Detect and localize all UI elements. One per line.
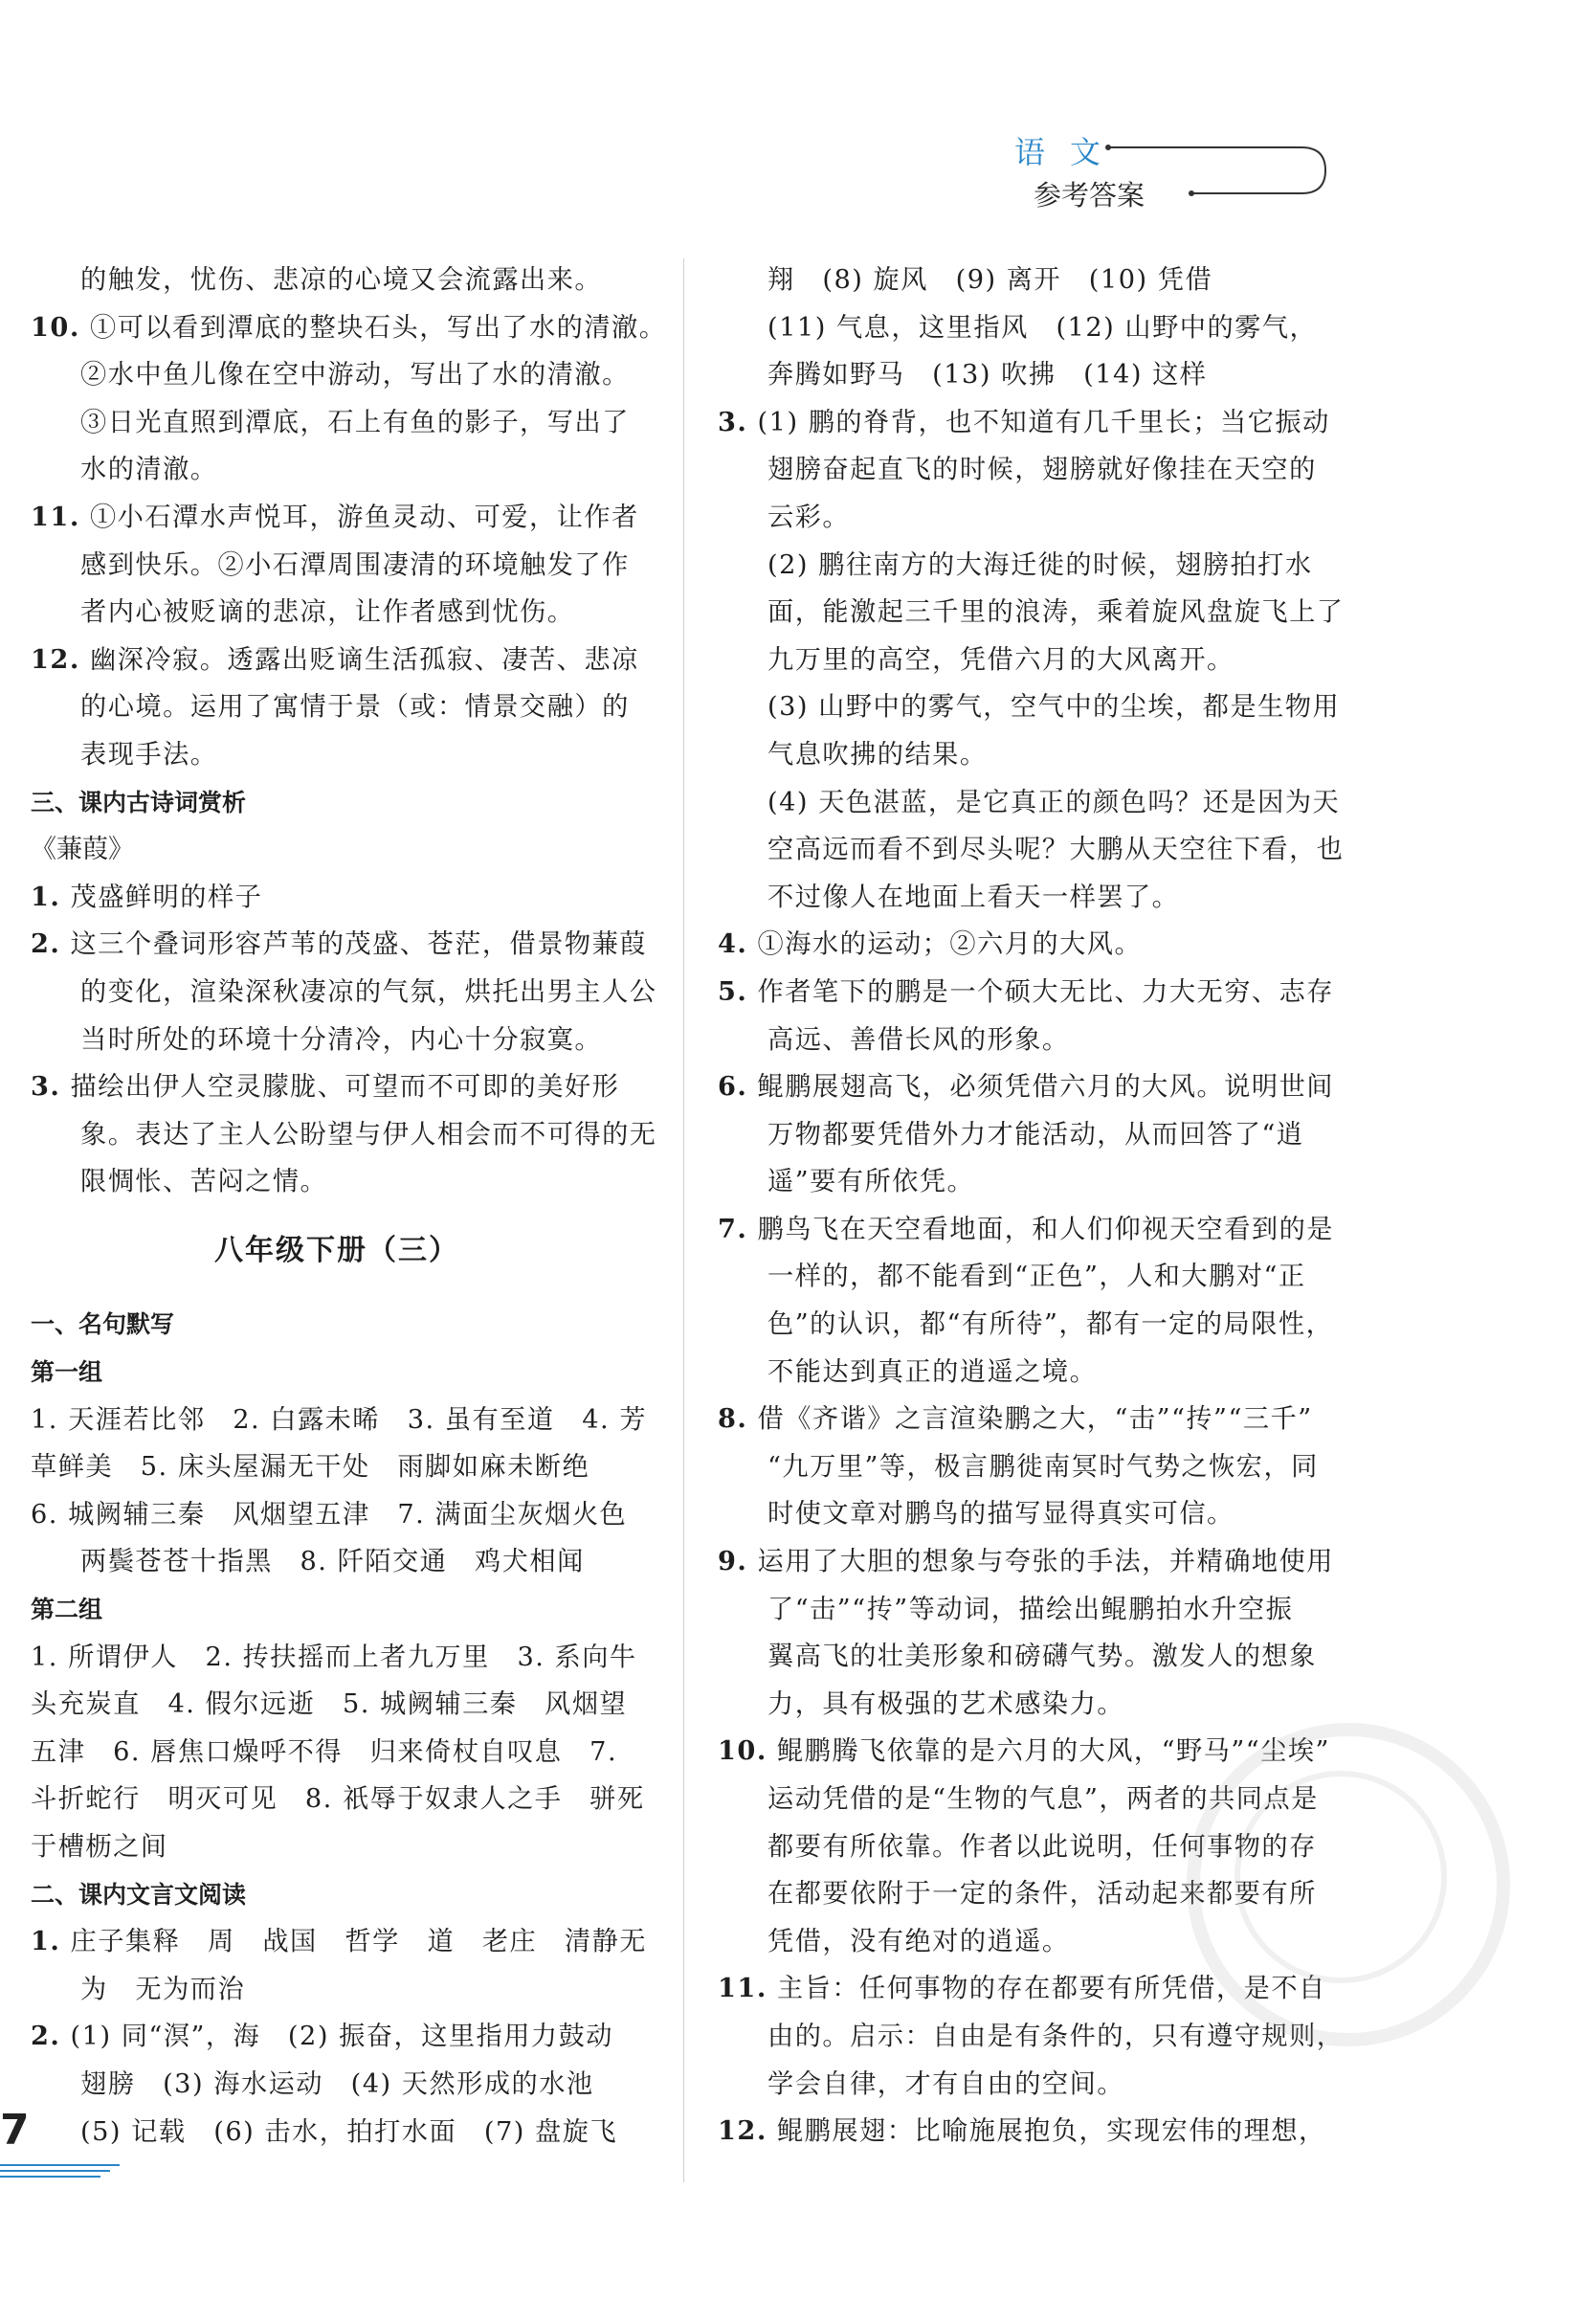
text-line: 云彩。 bbox=[767, 502, 851, 532]
section-heading: 一、名句默写 bbox=[31, 1310, 175, 1339]
item-number: 4. bbox=[718, 928, 748, 960]
group-heading: 第二组 bbox=[31, 1596, 103, 1624]
answer-item bbox=[31, 637, 643, 779]
item-number: 2. bbox=[31, 2021, 61, 2052]
answer-item bbox=[31, 494, 643, 637]
text-line: 奔腾如野马 (13) 吹拂 (14) 这样 bbox=[767, 360, 1208, 391]
text-line: (1) 同“溟”，海 (2) 振奋，这里指用力鼓动 bbox=[70, 2022, 613, 2052]
text-line: ①可以看到潭底的整块石头，写出了水的清澈。 bbox=[89, 312, 667, 343]
item-number: 10. bbox=[31, 311, 80, 343]
text-line: 于槽枥之间 bbox=[31, 1832, 168, 1862]
poem-title: 《蒹葭》 bbox=[31, 835, 134, 865]
item-number: 3. bbox=[718, 406, 748, 437]
group-heading: 第一组 bbox=[31, 1358, 103, 1387]
text-line: 的触发，忧伤、悲凉的心境又会流露出来。 bbox=[80, 265, 603, 295]
answer-item bbox=[31, 2013, 643, 2156]
text-line: 者内心被贬谪的悲凉，让作者感到忧伤。 bbox=[80, 597, 575, 628]
text-line: 描绘出伊人空灵朦胧、可望而不可即的美好形 bbox=[70, 1072, 620, 1103]
item-number: 8. bbox=[718, 1403, 748, 1435]
page-number: 7 bbox=[0, 2106, 30, 2155]
text-line: (4) 天色湛蓝，是它真正的颜色吗？还是因为天 bbox=[767, 787, 1341, 817]
text-line: 鲲鹏展翅高飞，必须凭借六月的大风。说明世间 bbox=[757, 1072, 1334, 1103]
text-line: 万物都要凭借外力才能活动，从而回答了“逍 bbox=[767, 1119, 1304, 1150]
answer-item bbox=[718, 399, 1345, 922]
column-divider bbox=[683, 258, 684, 2182]
text-line: 色”的认识，都“有所待”，都有一定的局限性， bbox=[767, 1309, 1334, 1340]
text-line: 当时所处的环境十分清冷，内心十分寂寞。 bbox=[80, 1024, 603, 1055]
item-number: 1. bbox=[31, 1926, 61, 1957]
text-line: 翼高飞的壮美形象和磅礴气势。激发人的想象 bbox=[767, 1642, 1317, 1672]
text-line: 鹏鸟飞在天空看地面，和人们仰视天空看到的是 bbox=[757, 1214, 1334, 1244]
subject-title: 语文 bbox=[1014, 134, 1126, 170]
text-line: (1) 鹏的脊背，也不知道有几千里长；当它振动 bbox=[757, 407, 1330, 437]
answer-item bbox=[31, 1063, 657, 1206]
text-line: 了“击”“抟”等动词，描绘出鲲鹏拍水升空振 bbox=[767, 1594, 1294, 1624]
answer-item bbox=[31, 1918, 647, 2013]
text-line: 为 无为而治 bbox=[80, 1974, 246, 2004]
text-line: 作者笔下的鹏是一个硕大无比、力大无穷、志存 bbox=[757, 976, 1334, 1007]
text-line: 感到快乐。②小石潭周围凄清的环境触发了作 bbox=[80, 549, 630, 580]
item-number: 2. bbox=[31, 928, 61, 960]
item-number: 11. bbox=[31, 501, 80, 532]
answer-item bbox=[31, 921, 657, 1063]
section-heading: 二、课内文言文阅读 bbox=[31, 1880, 247, 1909]
text-line: 不过像人在地面上看天一样罢了。 bbox=[767, 882, 1180, 912]
section-heading: 三、课内古诗词赏析 bbox=[31, 788, 247, 816]
answer-item bbox=[718, 1538, 1334, 1728]
item-number: 6. bbox=[718, 1071, 748, 1103]
text-line: 草鲜美 5. 床头屋漏无干处 雨脚如麻未断绝 bbox=[31, 1452, 590, 1483]
text-line: 的心境。运用了寓情于景（或：情景交融）的 bbox=[80, 692, 630, 723]
answer-item bbox=[31, 304, 667, 494]
text-line: (2) 鹏往南方的大海迁徙的时候，翅膀拍打水 bbox=[767, 549, 1313, 580]
text-line: 翅膀 (3) 海水运动 (4) 天然形成的水池 bbox=[80, 2068, 594, 2099]
text-line: (3) 山野中的雾气，空气中的尘埃，都是生物用 bbox=[767, 692, 1341, 723]
text-line: 头充炭直 4. 假尔远逝 5. 城阙辅三秦 风烟望 bbox=[31, 1689, 628, 1720]
text-line: 水的清澈。 bbox=[80, 455, 218, 485]
text-line: 限惆怅、苦闷之情。 bbox=[80, 1167, 328, 1197]
text-line: 九万里的高空，凭借六月的大风离开。 bbox=[767, 644, 1234, 675]
text-line: 高远、善借长风的形象。 bbox=[767, 1024, 1070, 1055]
text-line: 气息吹拂的结果。 bbox=[767, 739, 988, 770]
text-line: 不能达到真正的逍遥之境。 bbox=[767, 1356, 1098, 1387]
item-number: 12. bbox=[31, 643, 80, 675]
text-line: 力，具有极强的艺术感染力。 bbox=[767, 1688, 1124, 1719]
text-line: 幽深冷寂。透露出贬谪生活孤寂、凄苦、悲凉 bbox=[89, 644, 639, 675]
text-line: 主旨：任何事物的存在都要有所凭借，是不自 bbox=[776, 1974, 1326, 2004]
text-line: 翔 (8) 旋风 (9) 离开 (10) 凭借 bbox=[767, 265, 1213, 295]
page-header bbox=[995, 124, 1359, 220]
item-number: 9. bbox=[718, 1546, 748, 1577]
item-number: 12. bbox=[718, 2115, 767, 2147]
text-line: (11) 气息，这里指风 (12) 山野中的雾气， bbox=[767, 312, 1318, 343]
text-line: 都要有所依靠。作者以此说明，任何事物的存 bbox=[767, 1831, 1317, 1862]
text-line: 面，能激起三千里的浪涛，乘着旋风盘旋飞上了 bbox=[767, 597, 1345, 628]
text-line: 1. 天涯若比邻 2. 白露未晞 3. 虽有至道 4. 芳 bbox=[31, 1404, 648, 1435]
text-line: 庄子集释 周 战国 哲学 道 老庄 清静无 bbox=[70, 1927, 647, 1957]
text-line: 1. 所谓伊人 2. 抟扶摇而上者九万里 3. 系向牛 bbox=[31, 1642, 637, 1672]
text-line: 鲲鹏腾飞依靠的是六月的大风，“野马”“尘埃” bbox=[776, 1736, 1330, 1767]
text-line: 表现手法。 bbox=[80, 739, 218, 770]
text-line: 的变化，渲染深秋凄凉的气氛，烘托出男主人公 bbox=[80, 976, 657, 1007]
text-line: 凭借，没有绝对的逍遥。 bbox=[767, 1926, 1070, 1956]
item-number: 10. bbox=[718, 1735, 767, 1767]
item-number: 7. bbox=[718, 1213, 748, 1244]
section-title: 八年级下册（三） bbox=[214, 1233, 459, 1267]
item-number: 3. bbox=[31, 1071, 61, 1103]
answer-key-label: 参考答案 bbox=[1034, 179, 1145, 212]
text-line: 一样的，都不能看到“正色”，人和大鹏对“正 bbox=[767, 1262, 1306, 1292]
text-line: 由的。启示：自由是有条件的，只有遵守规则， bbox=[767, 2021, 1345, 2051]
text-line: ①小石潭水声悦耳，游鱼灵动、可爱，让作者 bbox=[89, 502, 639, 532]
text-line: 运用了大胆的想象与夸张的手法，并精确地使用 bbox=[757, 1547, 1334, 1577]
text-line: 空高远而看不到尽头呢？大鹏从天空往下看，也 bbox=[767, 835, 1345, 865]
watermark-seal-inner bbox=[1234, 1771, 1447, 1983]
text-line: (5) 记载 (6) 击水，拍打水面 (7) 盘旋飞 bbox=[80, 2116, 618, 2147]
answer-item bbox=[718, 1063, 1334, 1206]
footer-decoration bbox=[0, 2161, 134, 2180]
text-line: 学会自律，才有自由的空间。 bbox=[767, 2068, 1124, 2099]
text-line: 翅膀奋起直飞的时候，翅膀就好像挂在天空的 bbox=[767, 455, 1317, 485]
text-line: 斗折蛇行 明灭可见 8. 祇辱于奴隶人之手 骈死 bbox=[31, 1784, 645, 1815]
answer-item bbox=[718, 1206, 1334, 1396]
text-line: 运动凭借的是“生物的气息”，两者的共同点是 bbox=[767, 1784, 1319, 1814]
text-line: 在都要依附于一定的条件，活动起来都要有所 bbox=[767, 1879, 1317, 1910]
text-line: 鲲鹏展翅：比喻施展抱负，实现宏伟的理想， bbox=[776, 2116, 1326, 2147]
text-line: 茂盛鲜明的样子 bbox=[70, 882, 263, 912]
text-line: 这三个叠词形容芦苇的茂盛、苍茫，借景物蒹葭 bbox=[70, 929, 647, 960]
text-line: ①海水的运动；②六月的大风。 bbox=[757, 929, 1143, 960]
text-line: 遥”要有所依凭。 bbox=[767, 1167, 975, 1197]
left-column bbox=[31, 257, 667, 2156]
text-line: 借《齐谐》之言渲染鹏之大，“击”“抟”“三千” bbox=[757, 1404, 1313, 1435]
item-number: 1. bbox=[31, 881, 61, 912]
item-number: 5. bbox=[718, 975, 748, 1007]
text-line: ②水中鱼儿像在空中游动，写出了水的清澈。 bbox=[80, 360, 630, 391]
text-line: ③日光直照到潭底，石上有鱼的影子，写出了 bbox=[80, 407, 630, 437]
text-line: 时使文章对鹏鸟的描写显得真实可信。 bbox=[767, 1499, 1234, 1530]
item-number: 11. bbox=[718, 1973, 767, 2004]
answer-item bbox=[718, 1396, 1330, 1538]
text-line: 6. 城阙辅三秦 风烟望五津 7. 满面尘灰烟火色 bbox=[31, 1499, 628, 1530]
text-line: 象。表达了主人公盼望与伊人相会而不可得的无 bbox=[80, 1119, 657, 1150]
text-line: 五津 6. 唇焦口燥呼不得 归来倚杖自叹息 7. bbox=[31, 1736, 618, 1767]
text-line: “九万里”等，极言鹏徙南冥时气势之恢宏，同 bbox=[767, 1451, 1319, 1482]
text-line: 两鬓苍苍十指黑 8. 阡陌交通 鸡犬相闻 bbox=[80, 1547, 585, 1577]
answer-item bbox=[718, 969, 1334, 1063]
